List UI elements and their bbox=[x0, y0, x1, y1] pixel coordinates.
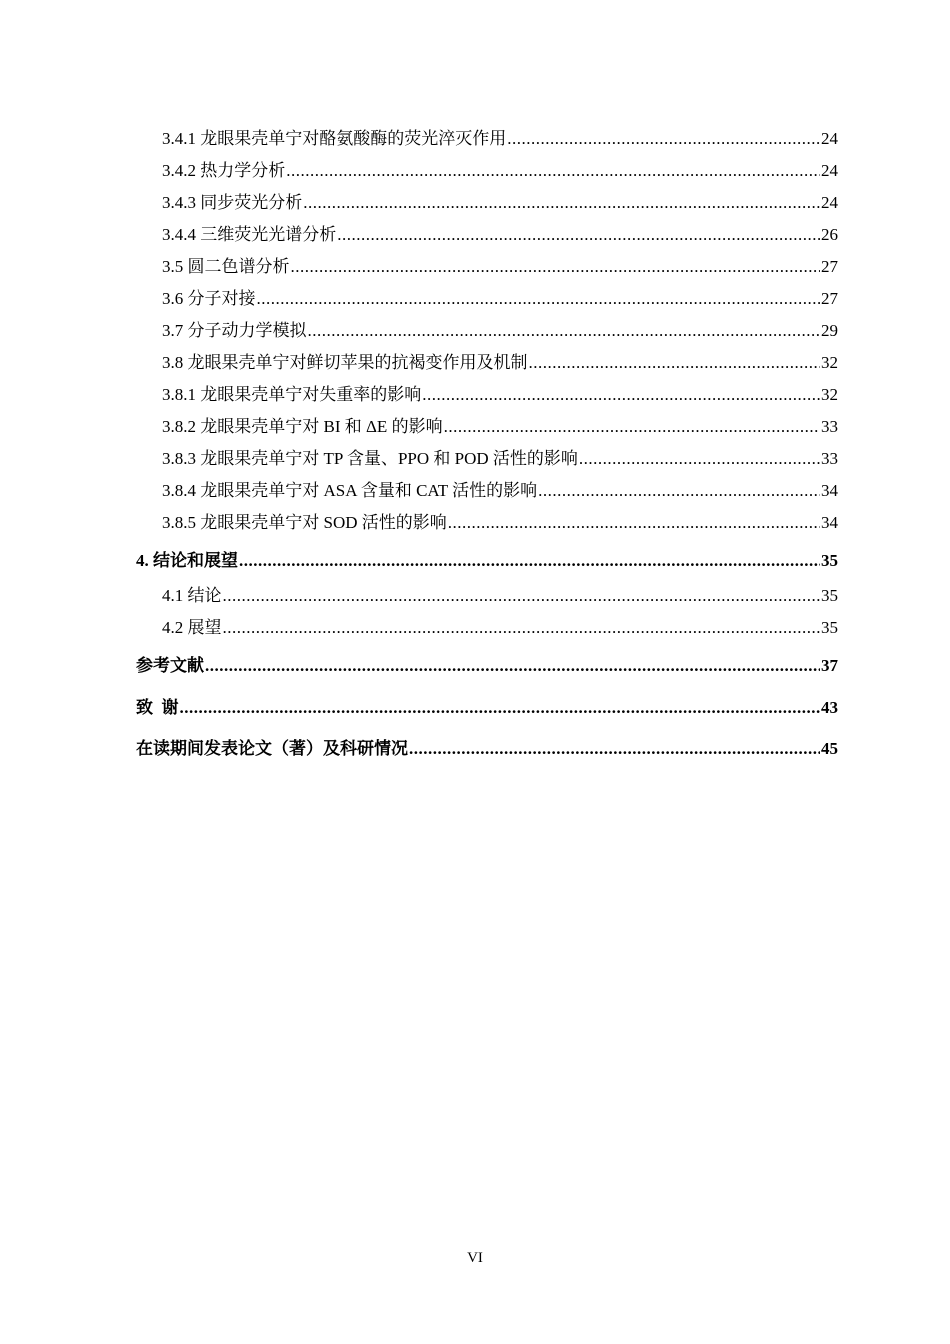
toc-entry-title: 在读期间发表论文（著）及科研情况 bbox=[136, 739, 408, 758]
toc-entry-title: 3.5 圆二色谱分析 bbox=[162, 257, 290, 276]
toc-entry-page: 37 bbox=[821, 656, 838, 675]
toc-entry-title: 致 谢 bbox=[136, 698, 179, 717]
toc-entry-page: 35 bbox=[821, 586, 838, 605]
toc-entry-title: 4. 结论和展望 bbox=[136, 551, 238, 570]
toc-entry[interactable] bbox=[162, 351, 838, 375]
toc-entry-page: 34 bbox=[821, 481, 838, 500]
toc-dot-leader bbox=[529, 351, 821, 375]
toc-dot-leader bbox=[180, 696, 821, 720]
page-number: VI bbox=[467, 1250, 483, 1266]
toc-chapter-entry[interactable] bbox=[136, 654, 838, 678]
toc-entry-page: 33 bbox=[821, 449, 838, 468]
toc-chapter-entry[interactable] bbox=[136, 696, 838, 720]
toc-dot-leader bbox=[223, 616, 821, 640]
toc-entry-title: 3.8 龙眼果壳单宁对鲜切苹果的抗褐变作用及机制 bbox=[162, 353, 528, 372]
toc-dot-leader bbox=[507, 127, 820, 151]
toc-entry-page: 43 bbox=[821, 698, 838, 717]
toc-entry-page: 26 bbox=[821, 225, 838, 244]
toc-entry[interactable] bbox=[162, 223, 838, 247]
toc-entry[interactable] bbox=[162, 447, 838, 471]
toc-dot-leader bbox=[444, 415, 820, 439]
toc-dot-leader bbox=[303, 191, 820, 215]
toc-entry-page: 33 bbox=[821, 417, 838, 436]
toc-dot-leader bbox=[308, 319, 821, 343]
toc-dot-leader bbox=[409, 737, 820, 761]
toc-chapter-entry[interactable] bbox=[136, 737, 838, 761]
toc-dot-leader bbox=[448, 511, 820, 535]
toc-entry-title: 3.8.4 龙眼果壳单宁对 ASA 含量和 CAT 活性的影响 bbox=[162, 481, 538, 500]
toc-entry[interactable] bbox=[162, 415, 838, 439]
toc-entry-page: 34 bbox=[821, 513, 838, 532]
toc-entry-page: 24 bbox=[821, 193, 838, 212]
toc-entry[interactable] bbox=[162, 159, 838, 183]
toc-entry[interactable] bbox=[162, 191, 838, 215]
toc-entry[interactable] bbox=[162, 584, 838, 608]
toc-entry-title: 3.4.2 热力学分析 bbox=[162, 161, 286, 180]
toc-entry-title: 3.4.4 三维荧光光谱分析 bbox=[162, 225, 337, 244]
toc-dot-leader bbox=[422, 383, 820, 407]
toc-entry-title: 4.1 结论 bbox=[162, 586, 222, 605]
toc-entry[interactable] bbox=[162, 255, 838, 279]
toc-entry[interactable] bbox=[162, 383, 838, 407]
toc-dot-leader bbox=[257, 287, 821, 311]
toc-entry-title: 3.6 分子对接 bbox=[162, 289, 256, 308]
toc-entry-page: 27 bbox=[821, 257, 838, 276]
toc-entry-page: 32 bbox=[821, 353, 838, 372]
toc-dot-leader bbox=[286, 159, 820, 183]
toc-entry[interactable] bbox=[162, 127, 838, 151]
toc-entry-title: 3.8.5 龙眼果壳单宁对 SOD 活性的影响 bbox=[162, 513, 447, 532]
toc-entry-page: 45 bbox=[821, 739, 838, 758]
toc-chapter-entry[interactable] bbox=[136, 549, 838, 573]
toc-entry-page: 24 bbox=[821, 161, 838, 180]
toc-entry-title: 3.8.3 龙眼果壳单宁对 TP 含量、PPO 和 POD 活性的影响 bbox=[162, 449, 578, 468]
toc-entry-page: 29 bbox=[821, 321, 838, 340]
toc-entry-title: 3.4.1 龙眼果壳单宁对酪氨酸酶的荧光淬灭作用 bbox=[162, 129, 507, 148]
toc-entry[interactable] bbox=[162, 616, 838, 640]
toc-entry-title: 3.7 分子动力学模拟 bbox=[162, 321, 307, 340]
toc-entry-page: 27 bbox=[821, 289, 838, 308]
toc-entry-page: 24 bbox=[821, 129, 838, 148]
toc-entry-page: 35 bbox=[821, 551, 838, 570]
toc-dot-leader bbox=[337, 223, 820, 247]
toc-entry[interactable] bbox=[162, 287, 838, 311]
toc-entry[interactable] bbox=[162, 479, 838, 503]
toc-entry-title: 参考文献 bbox=[136, 656, 204, 675]
toc-entry-title: 3.8.2 龙眼果壳单宁对 BI 和 ΔE 的影响 bbox=[162, 417, 443, 436]
toc-entry-page: 35 bbox=[821, 618, 838, 637]
toc-dot-leader bbox=[291, 255, 821, 279]
toc-entry[interactable] bbox=[162, 511, 838, 535]
toc-dot-leader bbox=[579, 447, 820, 471]
toc-dot-leader bbox=[538, 479, 820, 503]
toc-entry[interactable] bbox=[162, 319, 838, 343]
toc-dot-leader bbox=[223, 584, 821, 608]
toc-entry-title: 3.4.3 同步荧光分析 bbox=[162, 193, 303, 212]
toc-entry-title: 3.8.1 龙眼果壳单宁对失重率的影响 bbox=[162, 385, 422, 404]
toc-dot-leader bbox=[239, 549, 820, 573]
toc-dot-leader bbox=[205, 654, 820, 678]
toc-entry-title: 4.2 展望 bbox=[162, 618, 222, 637]
toc-entry-page: 32 bbox=[821, 385, 838, 404]
